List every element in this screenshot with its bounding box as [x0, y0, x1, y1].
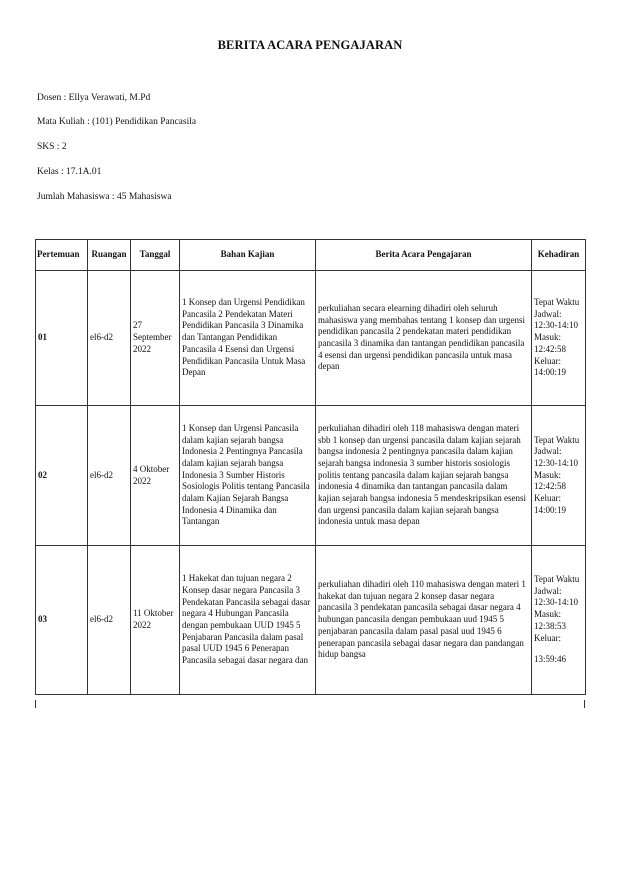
document-title: BERITA ACARA PENGAJARAN [217, 38, 403, 52]
row-pertemuan: 01 [36, 271, 88, 406]
table-row [36, 271, 586, 406]
header-bahan-kajian: Bahan Kajian [180, 240, 316, 271]
table-row [36, 406, 586, 546]
row-berita-acara: perkuliahan dihadiri oleh 110 mahasiswa dengan materi 1 hakekat dan tujuan negara 2 konsep dasar negara pancasila 3 pendekatan pancasila sebagai dasar negara 4 hubungan pancasila dengan pembukaan uud 1945 5 penjabaran pancasila dalam pasal pasal uud 1945 6 penerapan pancasila sebagai dasar negara dan pandangan hidup bangsa [316, 546, 532, 695]
lecturer-info: Dosen : Ellya Verawati, M.Pd [37, 93, 151, 103]
header-ruangan: Ruangan [88, 240, 131, 271]
row-kehadiran [532, 271, 586, 406]
course-info: Mata Kuliah : (101) Pendidikan Pancasila [37, 117, 197, 127]
attendance-check-out: Keluar: [534, 632, 561, 643]
row-kehadiran [532, 406, 586, 546]
row-pertemuan: 02 [36, 406, 88, 546]
row-pertemuan: 03 [36, 546, 88, 695]
row-bahan-kajian: 1 Konsep dan Urgensi Pancasila dalam kajian sejarah bangsa Indonesia 2 Pentingnya Pancasila dalam kajian sejarah bangsa Indonesia 3 Sumber Historis Sosiologis Politis tentang Pancasila dalam Kajian Sejarah Bangsa Indonesia 4 Dinamika dan Tantangan [180, 406, 316, 546]
row-tanggal: 27 September 2022 [131, 271, 180, 406]
table-continuation [35, 700, 585, 708]
attendance-status: Tepat Waktu [534, 297, 580, 308]
attendance-schedule: Jadwal: 12:30-14:10 [534, 308, 578, 331]
teaching-report-table [35, 239, 586, 695]
attendance-check-out-time: 13:59:46 [534, 654, 567, 665]
attendance-check-out: Keluar: 14:00:19 [534, 493, 567, 515]
row-tanggal: 4 Oktober 2022 [131, 406, 180, 546]
table-header-row [36, 240, 586, 271]
class-info: Kelas : 17.1A.01 [37, 167, 102, 177]
attendance-schedule: Jadwal: 12:30-14:10 [534, 585, 578, 608]
attendance-check-out: Keluar: 14:00:19 [534, 355, 567, 378]
row-berita-acara: perkuliahan secara elearning dihadiri oleh seluruh mahasiswa yang membahas tentang 1 konsep dan urgensi pendidikan pancasila 2 pendekatan materi pendidikan pancasila 3 dinamika dan tantangan pendidikan pancasila 4 esensi dan urgensi pendidikan pancasila untuk masa depan [316, 271, 532, 406]
row-ruangan: el6-d2 [88, 546, 131, 695]
header-tanggal: Tanggal [131, 240, 180, 271]
attendance-schedule: Jadwal: 12:30-14:10 [534, 446, 578, 468]
row-tanggal: 11 Oktober 2022 [131, 546, 180, 695]
header-kehadiran: Kehadiran [532, 240, 586, 271]
header-berita-acara: Berita Acara Pengajaran [316, 240, 532, 271]
header-pertemuan: Pertemuan [36, 240, 88, 271]
row-kehadiran [532, 546, 586, 695]
row-ruangan: el6-d2 [88, 406, 131, 546]
row-ruangan: el6-d2 [88, 271, 131, 406]
table-row [36, 546, 586, 695]
attendance-status: Tepat Waktu [534, 574, 580, 585]
row-bahan-kajian: 1 Konsep dan Urgensi Pendidikan Pancasila 2 Pendekatan Materi Pendidikan Pancasila 3 Dinamika dan Tantangan Pendidikan Pancasila 4 Esensi dan Urgensi Pendidikan Pancasila Untuk Masa Depan [180, 271, 316, 406]
student-count-info: Jumlah Mahasiswa : 45 Mahasiswa [37, 192, 172, 202]
row-bahan-kajian: 1 Hakekat dan tujuan negara 2 Konsep dasar negara Pancasila 3 Pendekatan Pancasila sebagai dasar negara 4 Hubungan Pancasila dengan pembukaan UUD 1945 5 Penjabaran Pancasila dalam pasal pasal UUD 1945 6 Penerapan Pancasila sebagai dasar negara dan [180, 546, 316, 695]
attendance-check-in: Masuk: 12:42:58 [534, 469, 567, 492]
row-berita-acara: perkuliahan dihadiri oleh 118 mahasiswa dengan materi sbb 1 konsep dan urgensi pancasila dalam kajian sejarah bangsa indonesia 2 pentingnya pancasila dalam kajian sejarah bangsa indonesia 3 sumber historis sosiologis politis tentang pancasila dalam kajian sejarah bangsa indonesia 4 dinamika dan tantangan pancasila dalam kajian sejarah bangsa indonesia 5 mendeskripsikan esensi dan urgensi pancasila dalam kajian sejarah bangsa indonesia untuk masa depan [316, 406, 532, 546]
attendance-status: Tepat Waktu [534, 434, 580, 445]
credits-info: SKS : 2 [37, 142, 67, 152]
attendance-check-in: Masuk: 12:38:53 [534, 609, 567, 631]
attendance-check-in: Masuk: 12:42:58 [534, 332, 567, 354]
